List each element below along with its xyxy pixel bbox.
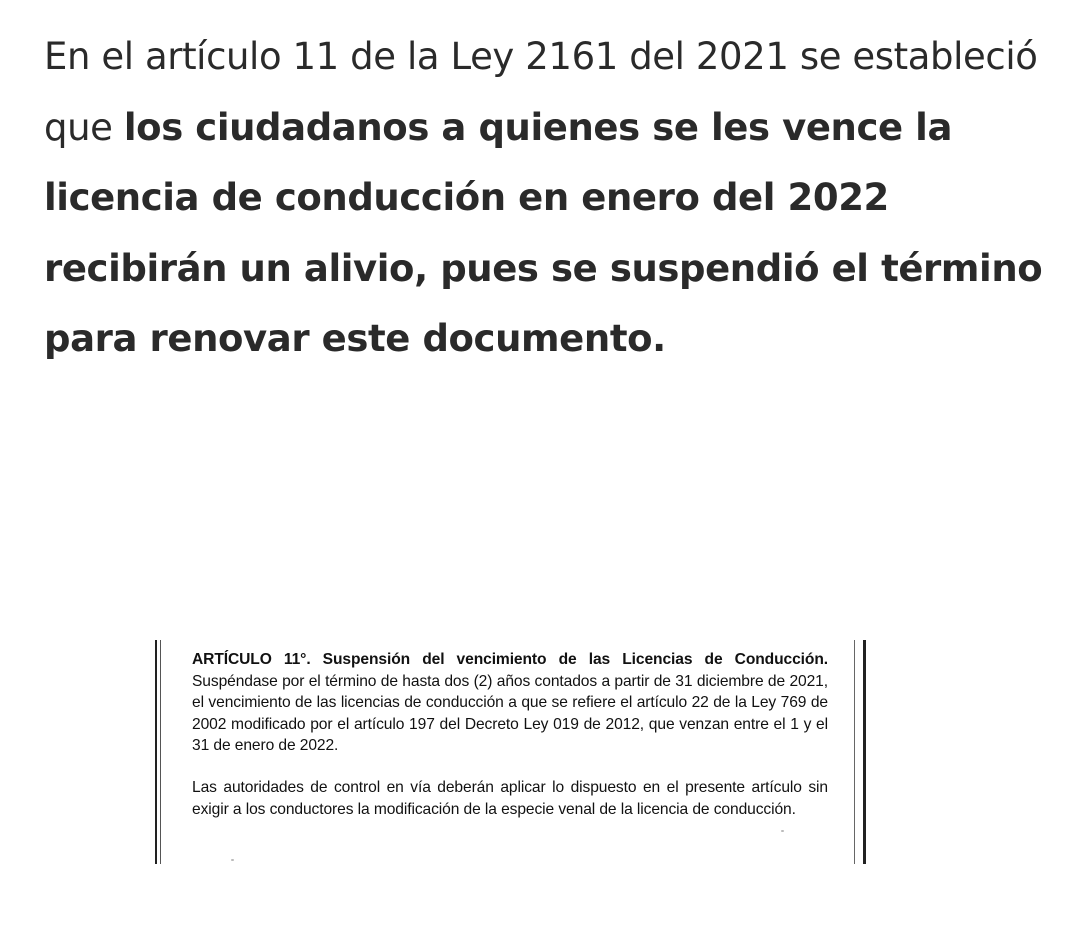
left-inner-border-rule (160, 640, 161, 864)
right-inner-border-rule (854, 640, 855, 864)
article-paragraph-2: Las autoridades de control en vía deberán aplicar lo dispuesto en el presente artículo sin exigir a los conductores la modificación de la especie venal de la licencia de conducción. (192, 778, 828, 818)
law-excerpt-image (155, 640, 867, 864)
article-paragraph-1 (192, 649, 828, 757)
scan-speck (231, 859, 234, 861)
article-heading: ARTÍCULO 11°. Suspensión del vencimiento de las Licencias de Conducción. (192, 651, 828, 668)
intro-bold-text: los ciudadanos a quienes se les vence la licencia de conducción en enero del 2022 recibirán un alivio, pues se suspendió el término para renovar este documento. (44, 105, 1043, 360)
left-border-rule (155, 640, 157, 864)
law-excerpt-body (192, 649, 828, 820)
scan-speck (781, 830, 784, 832)
right-border-rule (863, 640, 866, 864)
intro-normal-text: En el artículo 11 de la Ley 2161 del 2021 se estableció que (44, 35, 1038, 149)
article-paragraph-1-text: Suspéndase por el término de hasta dos (2) años contados a partir de 31 diciembre de 2021, el vencimiento de las licencias de conducción a que se refiere el artículo 22 de la Ley 769 de 2002 modificado por el artículo 197 del Decreto Ley 019 de 2012, que venzan entre el 1 y el 31 de enero de 2022. (192, 672, 828, 755)
intro-paragraph (44, 22, 1044, 375)
